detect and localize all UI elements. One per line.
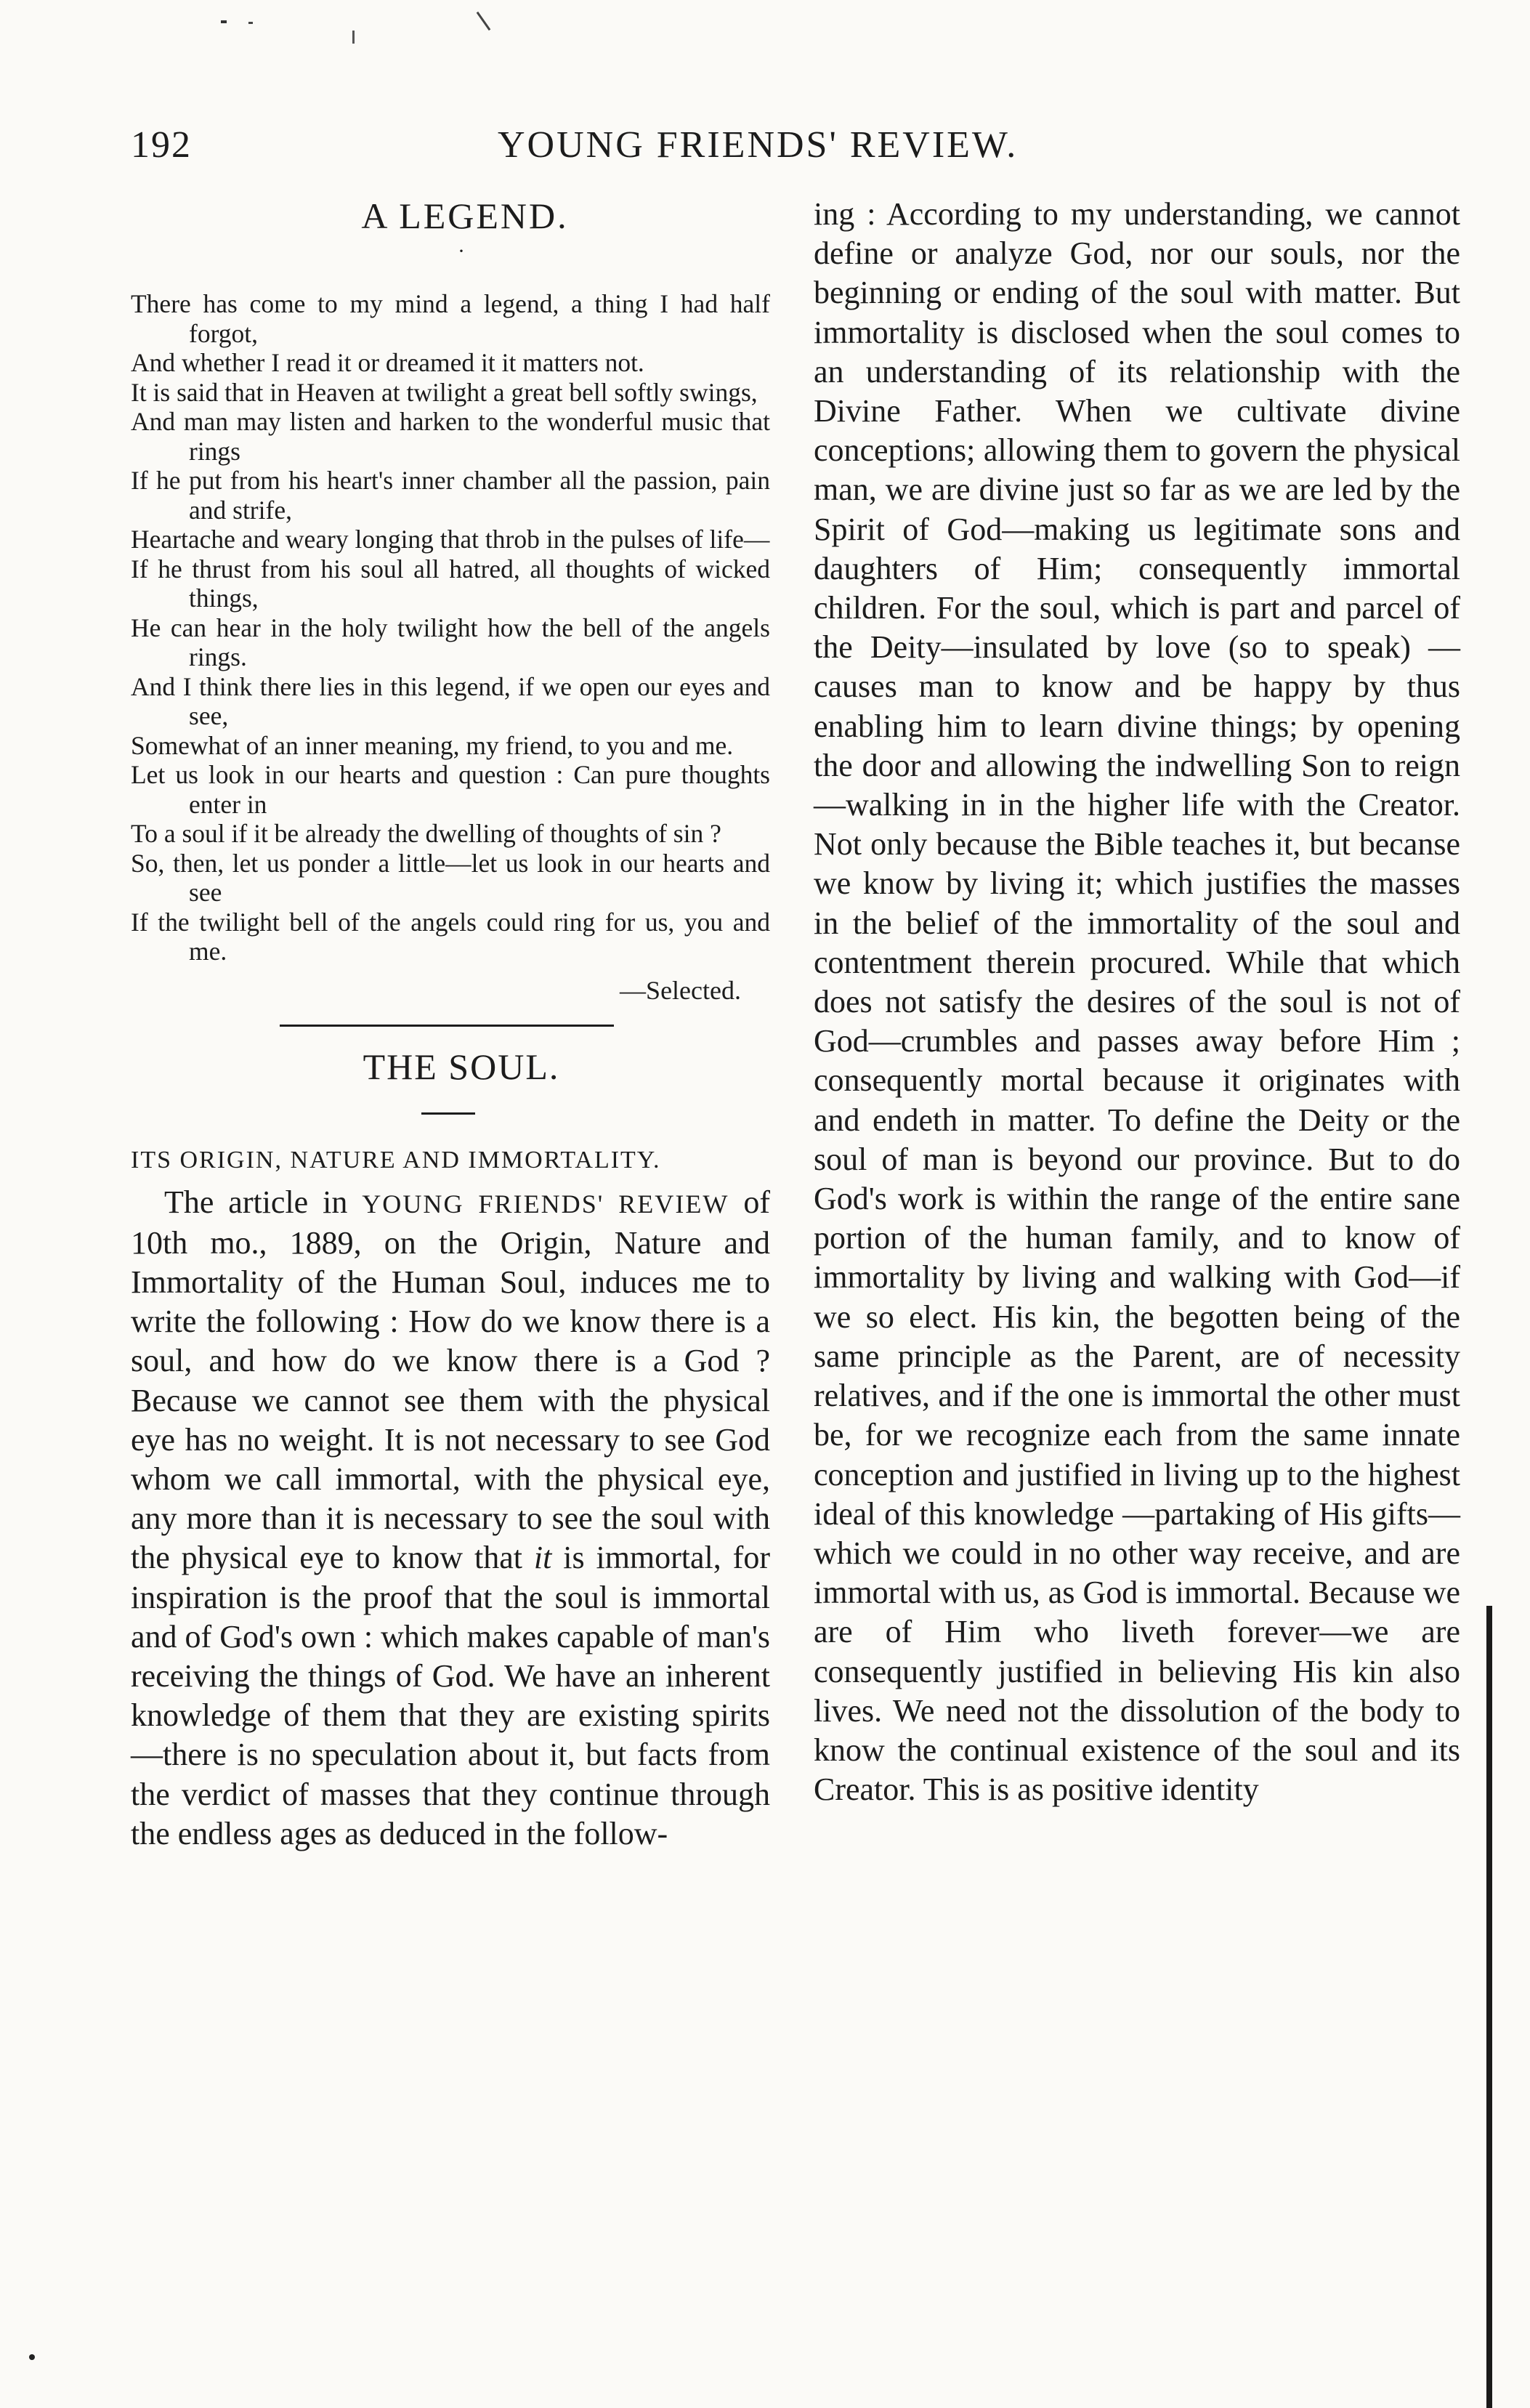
- article-subtitle: ITS ORIGIN, NATURE AND IMMORTALITY.: [131, 1146, 661, 1173]
- poem-title: A LEGEND.: [361, 195, 569, 236]
- scan-margin-edge: [1486, 1606, 1492, 2408]
- poem-line: It is said that in Heaven at twilight a great bell softly swings,: [131, 377, 758, 407]
- poem-line: If the twilight bell of the angels could ring for us, you and me.: [131, 907, 770, 966]
- poem-ornament: ·: [458, 239, 465, 263]
- page-header: [131, 124, 1453, 182]
- scan-speck: [352, 31, 355, 44]
- poem-line: Heartache and weary longing that throb in the pulses of life—: [131, 525, 770, 554]
- poem-line: And whether I read it or dreamed it it matters not.: [131, 348, 644, 377]
- right-column: [814, 195, 1460, 1809]
- title-divider: [421, 1112, 475, 1115]
- poem-line: If he put from his heart's inner chamber all the passion, pain and strife,: [131, 466, 770, 525]
- left-column: [131, 195, 770, 1854]
- poem-line: If he thrust from his soul all hatred, all thoughts of wicked things,: [131, 554, 770, 613]
- poem-line: And I think there lies in this legend, if we open our eyes and see,: [131, 671, 770, 730]
- intro-text: is immortal, for inspiration is the proof that the soul is immortal and of God's own : which makes capable of man's receiving the things of God. We have an inherent knowledge of them that they are existing spirits—there is no speculation about it, but facts from the verdict of masses that they continue through the endless ages as deduced in the follow-: [131, 1540, 770, 1851]
- poem-attribution: —Selected.: [620, 975, 741, 1005]
- running-title: YOUNG FRIENDS' REVIEW.: [498, 124, 1019, 166]
- poem-line: Let us look in our hearts and question : Can pure thoughts enter in: [131, 760, 770, 819]
- poem-line: Somewhat of an inner meaning, my friend, to you and me.: [131, 730, 734, 760]
- scan-speck: [221, 20, 227, 23]
- section-divider: [280, 1025, 614, 1027]
- scan-speck: [248, 22, 253, 24]
- intro-text: of 10th mo., 1889, on the Origin, Nature and Immortality of the Human Soul, induces me to write the following : How do we know there is a soul, and how do we know there is a God ? Because we cannot see them with the physical eye has no weight. It is not necessary to see God whom we call immortal, with the physical eye, any more than it is necessary to see the soul with the physical eye to know that: [131, 1184, 770, 1576]
- journal-name: YOUNG FRIENDS' REVIEW: [362, 1189, 729, 1219]
- scan-speck: [29, 2354, 35, 2360]
- emphasis-text: it: [533, 1540, 552, 1576]
- article-title: THE SOUL.: [363, 1046, 560, 1087]
- article-paragraph: [131, 1183, 770, 1854]
- article-body-left: [131, 1183, 770, 1854]
- intro-text: The article in: [164, 1184, 363, 1220]
- scan-speck: [477, 12, 491, 31]
- poem-line: And man may listen and harken to the wonderful music that rings: [131, 407, 770, 466]
- poem-line: He can hear in the holy twilight how the bell of the angels rings.: [131, 613, 770, 671]
- page-number: 192: [131, 124, 192, 166]
- poem-line: There has come to my mind a legend, a thing I had half forgot,: [131, 289, 770, 348]
- poem-line: To a soul if it be already the dwelling of thoughts of sin ?: [131, 819, 721, 848]
- poem-line: So, then, let us ponder a little—let us look in our hearts and see: [131, 848, 770, 907]
- article-body-right: ing : According to my understanding, we cannot define or analyze God, nor our souls, nor the beginning or ending of the soul with matter. But immortality is disclosed when the soul comes to an understanding of its relationship with the Divine Father. When we cultivate divine conceptions; allowing them to govern the physical man, we are divine just so far as we are led by the Spirit of God—making us legitimate sons and daughters of Him; consequently immortal children. For the soul, which is part and parcel of the Deity—insulated by love (so to speak) —causes man to know and be happy by thus enabling him to learn divine things; by opening the door and allowing the indwelling Son to reign—walking in in the higher life with the Creator. Not only because the Bible teaches it, but becanse we know by living it; which justifies the masses in the belief of the immortality of the soul and contentment therein procured. While that which does not satisfy the desires of the soul is not of God—crumbles and passes away before Him ; consequently mortal because it originates with and endeth in matter. To define the Deity or the soul of man is beyond our province. But to do God's work is within the range of the entire sane portion of the human family, and to know of immortality by living and walking with God—if we so elect. His kin, the begotten being of the same principle as the Parent, are of necessity relatives, and if the one is immortal the other must be, for we recognize each from the same innate conception and justified in living up to the highest ideal of this knowledge —partaking of His gifts—which we could in no other way receive, and are immortal with us, as God is immortal. Because we are of Him who liveth forever—we are consequently justified in believing His kin also lives. We need not the dissolution of the body to know the continual existence of the soul and its Creator. This is as positive identity: [814, 196, 1460, 1808]
- poem: [131, 289, 770, 966]
